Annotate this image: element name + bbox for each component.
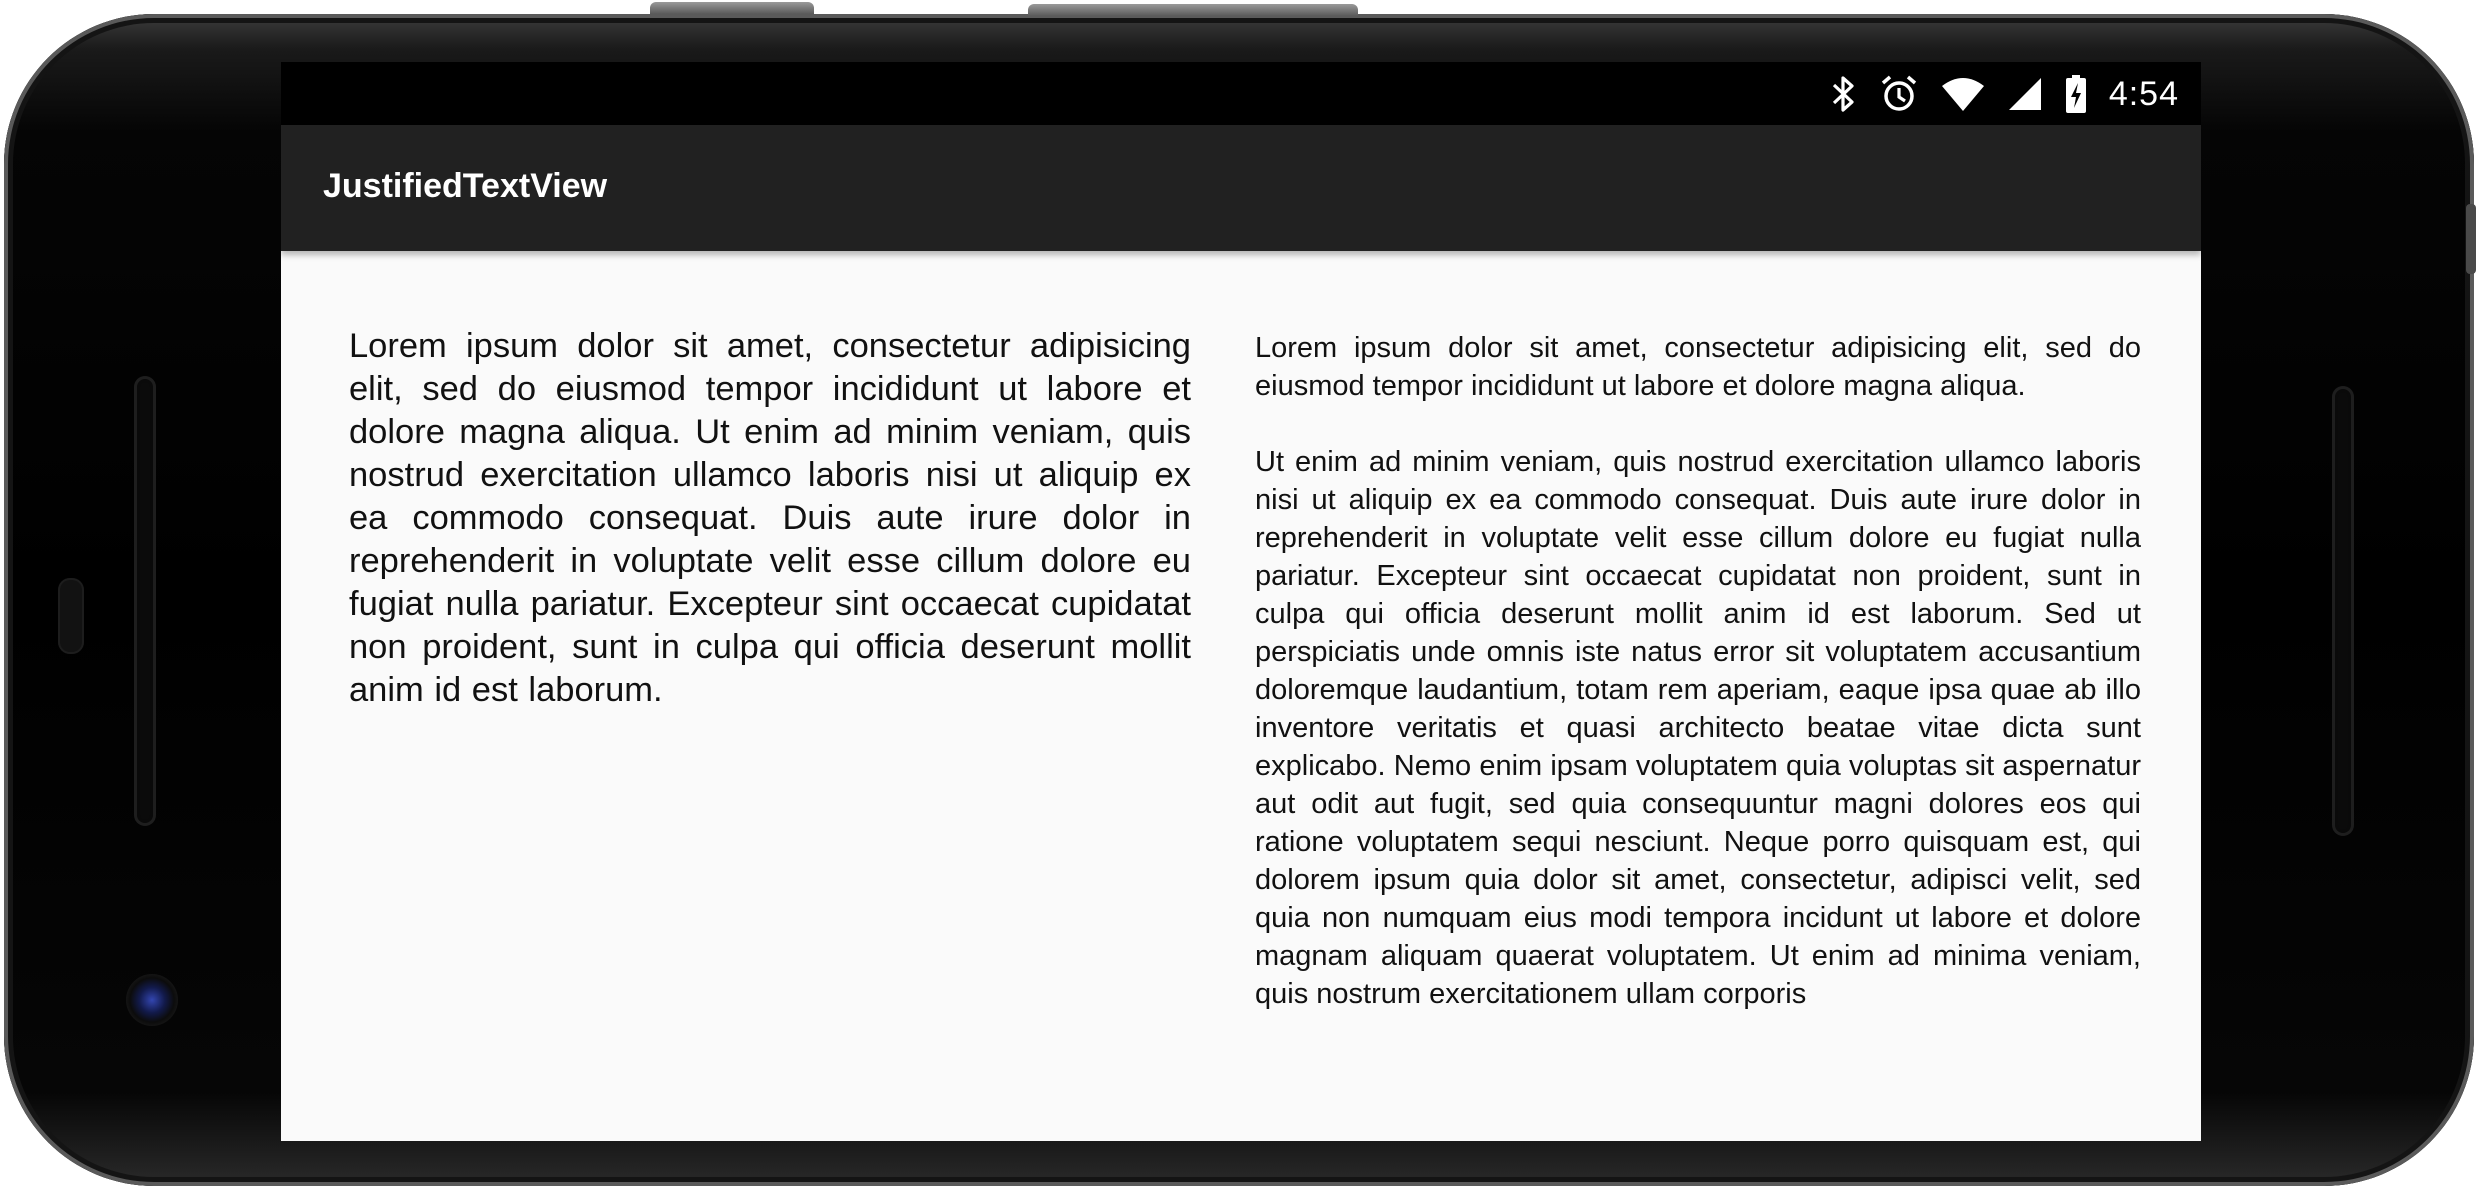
wifi-icon bbox=[1941, 76, 1985, 112]
status-icons bbox=[1831, 72, 2179, 116]
app-screen bbox=[281, 125, 2201, 1141]
front-camera bbox=[126, 974, 178, 1026]
paragraph: Lorem ipsum dolor sit amet, consectetur adipisicing elit, sed do eiusmod tempor incididunt ut labore et dolore magna aliqua. bbox=[1255, 332, 2141, 402]
alarm-icon bbox=[1879, 74, 1919, 114]
app-title: JustifiedTextView bbox=[323, 167, 608, 205]
content-area[interactable] bbox=[281, 251, 2201, 1141]
justified-text-right[interactable] bbox=[1255, 329, 2141, 1089]
speaker-grille-left bbox=[134, 376, 156, 826]
power-button bbox=[650, 2, 814, 14]
clock: 4:54 bbox=[2108, 74, 2179, 113]
speaker-grille-right bbox=[2332, 386, 2354, 836]
battery-charging-icon bbox=[2065, 74, 2087, 114]
proximity-sensor bbox=[58, 578, 84, 654]
bluetooth-icon bbox=[1831, 74, 1857, 114]
status-bar bbox=[281, 62, 2201, 125]
app-bar bbox=[281, 125, 2201, 251]
paragraph: Ut enim ad minim veniam, quis nostrud exercitation ullamco laboris nisi ut aliquip ex ea commodo consequat. Duis aute irure dolor in reprehenderit in voluptate velit esse cillum dolore eu fugiat nulla pariatur. Excepteur sint occaecat cupidatat non proident, sunt in culpa qui officia deserunt mollit anim id est laborum. Sed ut perspiciatis unde omnis iste natus error sit voluptatem accusantium doloremque laudantium, totam rem aperiam, eaque ipsa quae ab illo inventore veritatis et quasi architecto beatae vitae dicta sunt explicabo. Nemo enim ipsam voluptatem quia voluptas sit aspernatur aut odit aut fugit, sed quia consequuntur magni dolores eos qui ratione voluptatem sequi nesciunt. Neque porro quisquam est, qui dolorem ipsum quia dolor sit amet, consectetur, adipisci velit, sed quia non numquam eius modi tempora incidunt ut labore et dolore magnam aliquam quaerat voluptatem. Ut enim ad minima veniam, quis nostrum exercitationem ullam corporis bbox=[1255, 446, 2141, 1010]
volume-button bbox=[1028, 4, 1358, 16]
side-button bbox=[2466, 204, 2476, 274]
justified-text-left: Lorem ipsum dolor sit amet, consectetur adipisicing elit, sed do eiusmod tempor incididunt ut labore et dolore magna aliqua. Ut enim ad minim veniam, quis nostrud exercitation ullamco laboris nisi ut aliquip ex ea commodo consequat. Duis aute irure dolor in reprehenderit in voluptate velit esse cillum dolore eu fugiat nulla pariatur. Excepteur sint occaecat cupidatat non proident, sunt in culpa qui officia deserunt mollit anim id est laborum. bbox=[349, 327, 1191, 709]
cellular-signal-icon bbox=[2007, 76, 2043, 112]
